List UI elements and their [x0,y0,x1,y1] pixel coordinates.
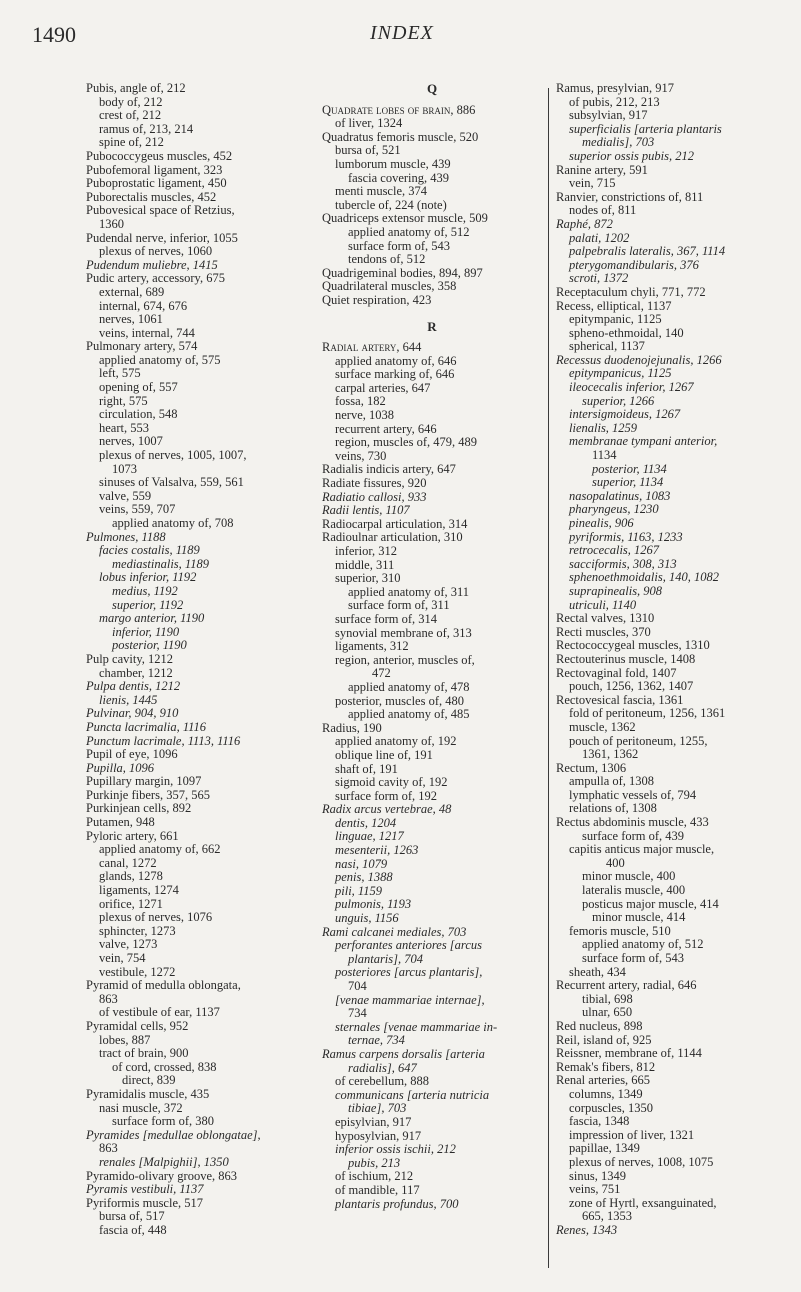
index-column-1 [86,82,296,1237]
index-entry: pterygomandibularis, 376 [569,257,699,272]
index-entry: Puncta lacrimalia, 1116 [86,719,207,734]
index-entry: synovial membrane of, 313 [335,625,472,640]
index-entry: ampulla of, 1308 [569,774,655,789]
index-entry: nasi, 1079 [335,856,388,871]
index-entry: applied anatomy of, 478 [348,679,470,694]
index-entry: Pubofemoral ligament, 323 [86,162,223,177]
index-entry: Rectovesical fascia, 1361 [556,692,684,707]
index-entry: Pubococcygeus muscles, 452 [86,148,233,163]
index-entry: applied anatomy of, 512 [582,937,704,952]
index-entry: penis, 1388 [335,870,393,885]
index-entry: retrocecalis, 1267 [569,543,660,558]
index-entry: plexus of nerves, 1076 [99,910,213,925]
index-entry: applied anatomy of, 192 [335,734,457,749]
index-entry: mesenterii, 1263 [335,843,419,858]
index-entry: nodes of, 811 [569,203,637,218]
index-entry: Pupilla, 1096 [86,760,155,775]
index-entry: Recti muscles, 370 [556,624,651,639]
index-entry: Quadrate lobes of brain, 886 [322,102,476,117]
index-entry: shaft of, 191 [335,761,398,776]
index-entry: Rectus abdominis muscle, 433 [556,815,709,830]
index-entry: surface form of, 439 [582,828,685,843]
index-entry: left, 575 [99,366,141,381]
index-entry: posticus major muscle, 414 [582,896,719,911]
index-entry: 1134 [592,448,617,463]
index-entry: Pulmones, 1188 [86,529,166,544]
index-entry: 704 [348,979,367,993]
index-entry: of vestibule of ear, 1137 [99,1005,220,1020]
index-entry: intersigmoideus, 1267 [569,407,681,422]
index-entry: sheath, 434 [569,964,626,979]
index-entry: surface form of, 543 [582,951,685,965]
index-entry: fascia covering, 439 [348,170,450,185]
index-entry: Pyramido-olivary groove, 863 [86,1168,238,1183]
index-entry: carpal arteries, 647 [335,380,431,395]
index-entry: Quadriceps extensor muscle, 509 [322,211,488,226]
index-entry: chamber, 1212 [99,665,173,680]
index-entry: surface form of, 311 [348,598,450,613]
index-entry: fascia, 1348 [569,1114,630,1129]
index-entry: heart, 553 [99,420,149,435]
index-entry: lobus inferior, 1192 [99,570,197,585]
index-entry: Remak's fibers, 812 [556,1059,656,1074]
index-entry: of pubis, 212, 213 [569,94,660,109]
index-entry: inferior, 312 [335,544,397,558]
index-entry: ligaments, 1274 [99,883,179,898]
index-entry: Quadratus femoris muscle, 520 [322,129,479,144]
index-entry: epitympanicus, 1125 [569,366,672,381]
index-entry: Radiocarpal articulation, 314 [322,516,468,531]
index-entry: plantaris], 704 [348,951,424,966]
index-entry: lobes, 887 [99,1032,151,1047]
index-entry: veins, 559, 707 [99,502,176,517]
index-entry: Radiate fissures, 920 [322,476,427,491]
index-entry: Receptaculum chyli, 771, 772 [556,284,706,299]
index-entry: Rectovaginal fold, 1407 [556,665,677,680]
index-entry: plexus of nerves, 1060 [99,244,213,259]
index-entry: scroti, 1372 [569,271,629,286]
index-entry: membranae tympani anterior, [569,434,718,449]
index-entry: relations of, 1308 [569,801,657,816]
index-entry: linguae, 1217 [335,829,404,844]
index-entry: fold of peritoneum, 1256, 1361 [569,706,726,721]
index-entry: capitis anticus major muscle, [569,842,715,857]
index-entry: internal, 674, 676 [99,298,188,313]
index-entry: of cord, crossed, 838 [112,1059,217,1074]
index-entry: Purkinjean cells, 892 [86,801,192,816]
index-entry: surface form of, 314 [335,611,438,626]
index-entry: Pubis, angle of, 212 [86,81,186,95]
index-entry: nerves, 1007 [99,434,163,449]
index-entry: 863 [99,991,118,1006]
index-entry: posteriores [arcus plantaris], [335,965,483,980]
index-entry: dentis, 1204 [335,815,397,830]
index-entry: tubercle of, 224 (note) [335,197,447,212]
index-entry: unguis, 1156 [335,911,399,926]
index-entry: Quadrilateral muscles, 358 [322,279,457,294]
index-entry: Rectal valves, 1310 [556,611,655,626]
index-entry: bursa of, 521 [335,143,401,158]
index-entry: applied anatomy of, 646 [335,353,457,368]
index-entry: mediastinalis, 1189 [112,556,209,571]
index-entry: perforantes anteriores [arcus [335,938,482,953]
index-entry: superior, 310 [335,571,401,586]
index-entry: pharyngeus, 1230 [569,502,659,517]
index-entry: veins, 751 [569,1182,621,1197]
index-entry: columns, 1349 [569,1086,643,1101]
index-entry: pyriformis, 1163, 1233 [569,529,683,544]
index-entry: lumborum muscle, 439 [335,156,451,171]
index-entry: sigmoid cavity of, 192 [335,775,448,790]
index-entry: Radiatio callosi, 933 [322,489,427,504]
index-entry: Radii lentis, 1107 [322,503,410,518]
index-entry: minor muscle, 414 [592,910,686,925]
index-entry: superficialis [arteria plantaris [569,121,722,136]
index-entry: Raphé, 872 [556,216,613,231]
index-entry: Purkinje fibers, 357, 565 [86,787,210,802]
index-entry: sinuses of Valsalva, 559, 561 [99,475,244,490]
index-entry: Quadrigeminal bodies, 894, 897 [322,265,483,280]
index-entry: epitympanic, 1125 [569,312,662,327]
index-entry: applied anatomy of, 662 [99,842,221,857]
index-entry: Pulpa dentis, 1212 [86,679,181,694]
index-entry: pouch of peritoneum, 1255, [569,733,708,748]
index-entry: Rectum, 1306 [556,760,627,775]
index-entry: Pulp cavity, 1212 [86,651,174,666]
index-entry: pubis, 213 [348,1155,401,1170]
index-entry [322,308,542,320]
index-entry: pili, 1159 [335,883,382,898]
index-entry: sphenoethmoidalis, 140, 1082 [569,570,719,585]
index-entry: sphincter, 1273 [99,923,176,938]
index-entry: zone of Hyrtl, exsanguinated, [569,1195,717,1210]
index-entry: applied anatomy of, 708 [112,516,234,530]
index-entry: palpebralis lateralis, 367, 1114 [569,244,726,259]
index-entry: circulation, 548 [99,407,178,422]
index-entry: superior, 1192 [112,597,184,612]
index-entry: Ranine artery, 591 [556,162,648,177]
index-entry: glands, 1278 [99,869,163,884]
index-entry: Pulvinar, 904, 910 [86,706,179,721]
index-entry: surface form of, 543 [348,238,451,253]
index-entry: Recess, elliptical, 1137 [556,298,672,313]
index-entry: surface marking of, 646 [335,367,455,382]
index-entry: canal, 1272 [99,855,157,870]
index-entry: surface form of, 192 [335,788,438,803]
index-entry: Radioulnar articulation, 310 [322,530,463,545]
index-entry: 863 [99,1141,118,1156]
index-entry: region, anterior, muscles of, [335,652,475,667]
index-entry: Recessus duodenojejunalis, 1266 [556,352,722,367]
index-entry: 400 [606,855,625,870]
index-entry: crest of, 212 [99,108,162,123]
index-entry: recurrent artery, 646 [335,421,437,436]
index-entry: opening of, 557 [99,380,178,395]
index-entry: nerve, 1038 [335,408,395,423]
index-entry: plexus of nerves, 1005, 1007, [99,448,247,463]
index-entry: menti muscle, 374 [335,184,427,199]
index-entry: Pyloric artery, 661 [86,828,179,843]
index-entry: ulnar, 650 [582,1005,633,1020]
running-head: INDEX [370,22,434,44]
index-entry: pinealis, 906 [569,516,634,530]
index-entry: muscle, 1362 [569,719,636,734]
index-entry: of ischium, 212 [335,1169,414,1184]
index-entry: Pyramidal cells, 952 [86,1018,189,1033]
index-entry: renales [Malpighii], 1350 [99,1154,229,1169]
index-entry: of liver, 1324 [335,116,403,131]
index-entry: tibiae], 703 [348,1101,407,1116]
index-entry: episylvian, 917 [335,1114,412,1129]
index-entry: direct, 839 [122,1073,176,1088]
index-entry: valve, 1273 [99,937,158,952]
index-entry: Reissner, membrane of, 1144 [556,1046,702,1061]
index-entry: posterior, 1134 [592,461,667,476]
index-entry: vestibule, 1272 [99,964,176,979]
index-entry: veins, internal, 744 [99,325,195,340]
index-entry: Rami calcanei mediales, 703 [322,924,467,939]
index-entry: superior ossis pubis, 212 [569,148,695,163]
index-entry: papillae, 1349 [569,1141,640,1156]
index-entry: vein, 715 [569,176,616,191]
index-entry: Pulmonary artery, 574 [86,339,198,354]
index-entry: nasi muscle, 372 [99,1100,183,1115]
index-entry: superior, 1134 [592,475,664,490]
index-entry: [venae mammariae internae], [335,992,485,1007]
index-entry: Pudendum muliebre, 1415 [86,257,218,272]
index-entry: surface form of, 380 [112,1114,215,1129]
index-entry: Pupillary margin, 1097 [86,774,202,789]
index-entry: pulmonis, 1193 [335,897,412,912]
index-entry: 1360 [99,216,124,231]
index-entry: lateralis muscle, 400 [582,883,686,898]
index-entry: nasopalatinus, 1083 [569,488,671,503]
index-entry: plantaris profundus, 700 [335,1196,459,1211]
section-letter: R [427,318,437,334]
index-entry: Reil, island of, 925 [556,1032,652,1047]
index-entry: 1073 [112,461,137,476]
index-entry: Pubovesical space of Retzius, [86,203,235,218]
index-entry: Putamen, 948 [86,815,155,830]
index-entry: hyposylvian, 917 [335,1128,422,1143]
index-entry: middle, 311 [335,557,395,572]
index-entry: 1361, 1362 [582,747,639,762]
index-entry: margo anterior, 1190 [99,611,205,626]
index-entry: medius, 1192 [112,583,178,598]
index-entry: region, muscles of, 479, 489 [335,435,477,450]
index-entry: tendons of, 512 [348,252,426,267]
index-entry: Renal arteries, 665 [556,1073,651,1088]
index-entry: Pudendal nerve, inferior, 1055 [86,230,238,245]
index-entry: fossa, 182 [335,394,386,409]
index-entry: applied anatomy of, 512 [348,224,470,239]
section-letter: Q [426,81,438,96]
index-entry: lymphatic vessels of, 794 [569,787,697,802]
index-entry: oblique line of, 191 [335,747,433,762]
index-entry: Rectouterinus muscle, 1408 [556,651,696,666]
index-entry: ternae, 734 [348,1033,405,1048]
index-entry: Quiet respiration, 423 [322,292,432,307]
index-entry: external, 689 [99,284,165,299]
index-entry: subsylvian, 917 [569,108,648,123]
index-entry: palati, 1202 [569,230,630,245]
index-column-2 [322,82,542,1211]
index-entry: of cerebellum, 888 [335,1074,430,1089]
index-entry: Radix arcus vertebrae, 48 [322,802,452,817]
index-entry: Renes, 1343 [556,1222,618,1237]
index-entry: lienis, 1445 [99,692,158,707]
page-number: 1490 [32,22,76,47]
index-entry: Pyramid of medulla oblongata, [86,978,241,993]
index-column-3 [556,82,786,1237]
index-entry: pouch, 1256, 1362, 1407 [569,679,694,694]
index-entry: Pyramidalis muscle, 435 [86,1086,210,1101]
index-entry: 665, 1353 [582,1209,632,1224]
index-entry: Recurrent artery, radial, 646 [556,978,697,993]
index-entry: posterior, muscles of, 480 [335,693,464,708]
index-entry: posterior, 1190 [112,638,187,653]
index-entry: femoris muscle, 510 [569,923,671,938]
index-entry: inferior ossis ischii, 212 [335,1142,456,1157]
index-entry: Pudic artery, accessory, 675 [86,271,225,286]
index-entry: Ramus carpens dorsalis [arteria [322,1046,485,1061]
index-entry: Pyramis vestibuli, 1137 [86,1182,204,1197]
index-entry: facies costalis, 1189 [99,543,200,558]
index-entry: nerves, 1061 [99,312,163,327]
index-entry: radialis], 647 [348,1060,417,1075]
index-entry: Puboprostatic ligament, 450 [86,176,227,191]
index-entry: ileocecalis inferior, 1267 [569,380,694,395]
index-entry: right, 575 [99,393,148,408]
index-entry: applied anatomy of, 575 [99,352,221,367]
index-entry: fascia of, 448 [99,1222,167,1237]
index-entry: utriculi, 1140 [569,597,637,612]
index-entry: inferior, 1190 [112,624,180,639]
index-entry: Pyramides [medullae oblongatae], [86,1127,261,1142]
index-entry: Radialis indicis artery, 647 [322,462,456,477]
index-entry: impression of liver, 1321 [569,1127,695,1142]
index-entry: Radial artery, 644 [322,340,422,355]
index-entry: valve, 559 [99,488,152,503]
index-entry: tibial, 698 [582,991,633,1006]
index-entry: ramus of, 213, 214 [99,121,194,136]
index-entry: spherical, 1137 [569,339,645,354]
index-entry: Ramus, presylvian, 917 [556,81,675,95]
index-entry: 734 [348,1006,367,1021]
index-entry: spheno-ethmoidal, 140 [569,325,684,340]
index-entry: tract of brain, 900 [99,1046,189,1061]
index-entry: Puborectalis muscles, 452 [86,189,217,204]
index-entry: Rectococcygeal muscles, 1310 [556,638,710,653]
index-entry: applied anatomy of, 485 [348,707,470,722]
index-entry: 472 [372,666,391,681]
index-entry: applied anatomy of, 311 [348,584,470,599]
index-entry: vein, 754 [99,951,146,965]
index-entry: superior, 1266 [582,393,655,408]
index-entry: lienalis, 1259 [569,420,638,435]
index-entry: body of, 212 [99,94,163,109]
index-entry: bursa of, 517 [99,1209,165,1224]
index-entry: Radius, 190 [322,720,382,735]
index-entry: sacciformis, 308, 313 [569,556,677,571]
index-entry: of mandible, 117 [335,1182,420,1197]
index-entry: Red nucleus, 898 [556,1018,643,1033]
index-entry: veins, 730 [335,448,387,463]
index-entry: sinus, 1349 [569,1168,626,1183]
index-entry: ligaments, 312 [335,639,409,654]
index-entry: sternales [venae mammariae in- [335,1019,498,1034]
index-entry: Punctum lacrimale, 1113, 1116 [86,733,241,748]
index-entry: communicans [arteria nutricia [335,1087,490,1102]
index-entry: corpuscles, 1350 [569,1100,654,1115]
column-divider [548,88,549,1268]
index-entry: spine of, 212 [99,135,164,150]
index-entry: suprapinealis, 908 [569,583,663,598]
index-entry: orifice, 1271 [99,896,163,911]
index-entry: medialis], 703 [582,135,655,150]
index-entry: minor muscle, 400 [582,869,676,884]
index-entry: Pupil of eye, 1096 [86,747,178,762]
index-entry: Ranvier, constrictions of, 811 [556,189,704,204]
index-entry: Pyriformis muscle, 517 [86,1195,204,1210]
index-entry: plexus of nerves, 1008, 1075 [569,1154,714,1169]
